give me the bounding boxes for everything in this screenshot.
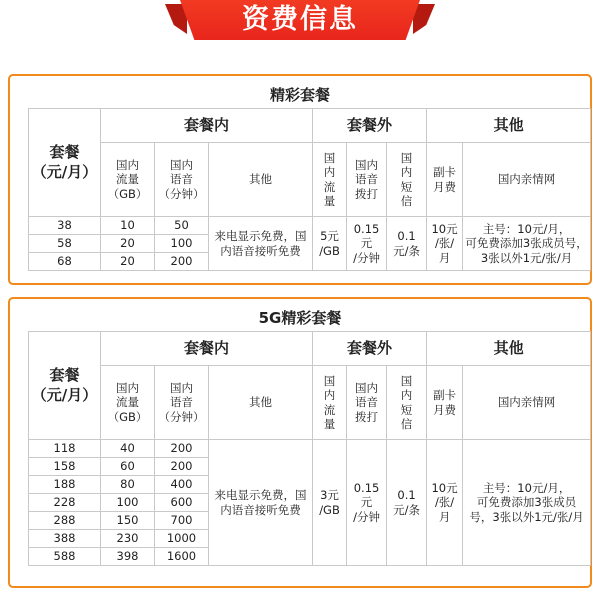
page-title: 资费信息 <box>242 4 358 35</box>
cell-package: 68 <box>29 253 101 271</box>
cell-flow: 20 <box>101 253 155 271</box>
group-other: 其他 <box>427 332 591 366</box>
cell-voice: 100 <box>155 235 209 253</box>
cell-other: 来电显示免费，国内语音接听免费 <box>209 440 313 566</box>
cell-flow: 80 <box>101 476 155 494</box>
plan-panel-5g <box>8 297 592 588</box>
col-out-flow: 国 内 流 量 <box>313 143 347 217</box>
plan-title: 5G精彩套餐 <box>258 309 342 327</box>
cell-package: 38 <box>29 217 101 235</box>
group-outer: 套餐外 <box>313 109 427 143</box>
plan-table <box>28 331 591 566</box>
col-voice: 国内 语音 （分钟） <box>155 143 209 217</box>
group-inner: 套餐内 <box>101 109 313 143</box>
plan-title: 精彩套餐 <box>269 86 330 104</box>
cell-out-flow: 5元 /GB <box>313 217 347 271</box>
group-outer: 套餐外 <box>313 332 427 366</box>
cell-out-sms: 0.1 元/条 <box>387 217 427 271</box>
col-out-sms: 国 内 短 信 <box>387 366 427 440</box>
cell-out-voice: 0.15 元 /分钟 <box>347 440 387 566</box>
cell-voice: 50 <box>155 217 209 235</box>
group-other: 其他 <box>427 109 591 143</box>
table-row <box>29 440 591 458</box>
col-package: 套餐 （元/月） <box>29 332 101 440</box>
cell-flow: 60 <box>101 458 155 476</box>
col-family: 国内亲情网 <box>463 366 591 440</box>
cell-flow: 40 <box>101 440 155 458</box>
cell-out-voice: 0.15 元 /分钟 <box>347 217 387 271</box>
cell-voice: 200 <box>155 458 209 476</box>
col-flow: 国内 流量 （GB） <box>101 366 155 440</box>
col-out-sms: 国 内 短 信 <box>387 143 427 217</box>
col-flow: 国内 流量 （GB） <box>101 143 155 217</box>
plan-table <box>28 108 591 271</box>
cell-package: 188 <box>29 476 101 494</box>
cell-out-flow: 3元 /GB <box>313 440 347 566</box>
col-family: 国内亲情网 <box>463 143 591 217</box>
cell-voice: 1600 <box>155 548 209 566</box>
col-sub-card: 副卡 月费 <box>427 143 463 217</box>
cell-package: 228 <box>29 494 101 512</box>
cell-voice: 600 <box>155 494 209 512</box>
cell-package: 288 <box>29 512 101 530</box>
cell-sub-card: 10元 /张/ 月 <box>427 440 463 566</box>
plan-panel-basic <box>8 74 592 285</box>
cell-flow: 100 <box>101 494 155 512</box>
cell-voice: 1000 <box>155 530 209 548</box>
col-out-flow: 国 内 流 量 <box>313 366 347 440</box>
col-other: 其他 <box>209 366 313 440</box>
cell-voice: 200 <box>155 440 209 458</box>
col-sub-card: 副卡 月费 <box>427 366 463 440</box>
cell-sub-card: 10元 /张/ 月 <box>427 217 463 271</box>
group-inner: 套餐内 <box>101 332 313 366</box>
cell-flow: 20 <box>101 235 155 253</box>
cell-other: 来电显示免费，国内语音接听免费 <box>209 217 313 271</box>
cell-package: 118 <box>29 440 101 458</box>
col-other: 其他 <box>209 143 313 217</box>
cell-package: 588 <box>29 548 101 566</box>
cell-package: 158 <box>29 458 101 476</box>
cell-flow: 10 <box>101 217 155 235</box>
table-row <box>29 217 591 235</box>
cell-package: 388 <box>29 530 101 548</box>
cell-out-sms: 0.1 元/条 <box>387 440 427 566</box>
cell-flow: 230 <box>101 530 155 548</box>
cell-voice: 700 <box>155 512 209 530</box>
cell-flow: 398 <box>101 548 155 566</box>
cell-package: 58 <box>29 235 101 253</box>
header-banner <box>0 0 600 40</box>
cell-flow: 150 <box>101 512 155 530</box>
col-out-voice: 国内 语音 拨打 <box>347 143 387 217</box>
cell-family: 主号：10元/月， 可免费添加3张成员 号，3张以外1元/张/月 <box>463 440 591 566</box>
cell-voice: 200 <box>155 253 209 271</box>
cell-voice: 400 <box>155 476 209 494</box>
cell-family: 主号：10元/月， 可免费添加3张成员号， 3张以外1元/张/月 <box>463 217 591 271</box>
col-voice: 国内 语音 （分钟） <box>155 366 209 440</box>
col-out-voice: 国内 语音 拨打 <box>347 366 387 440</box>
col-package: 套餐 （元/月） <box>29 109 101 217</box>
